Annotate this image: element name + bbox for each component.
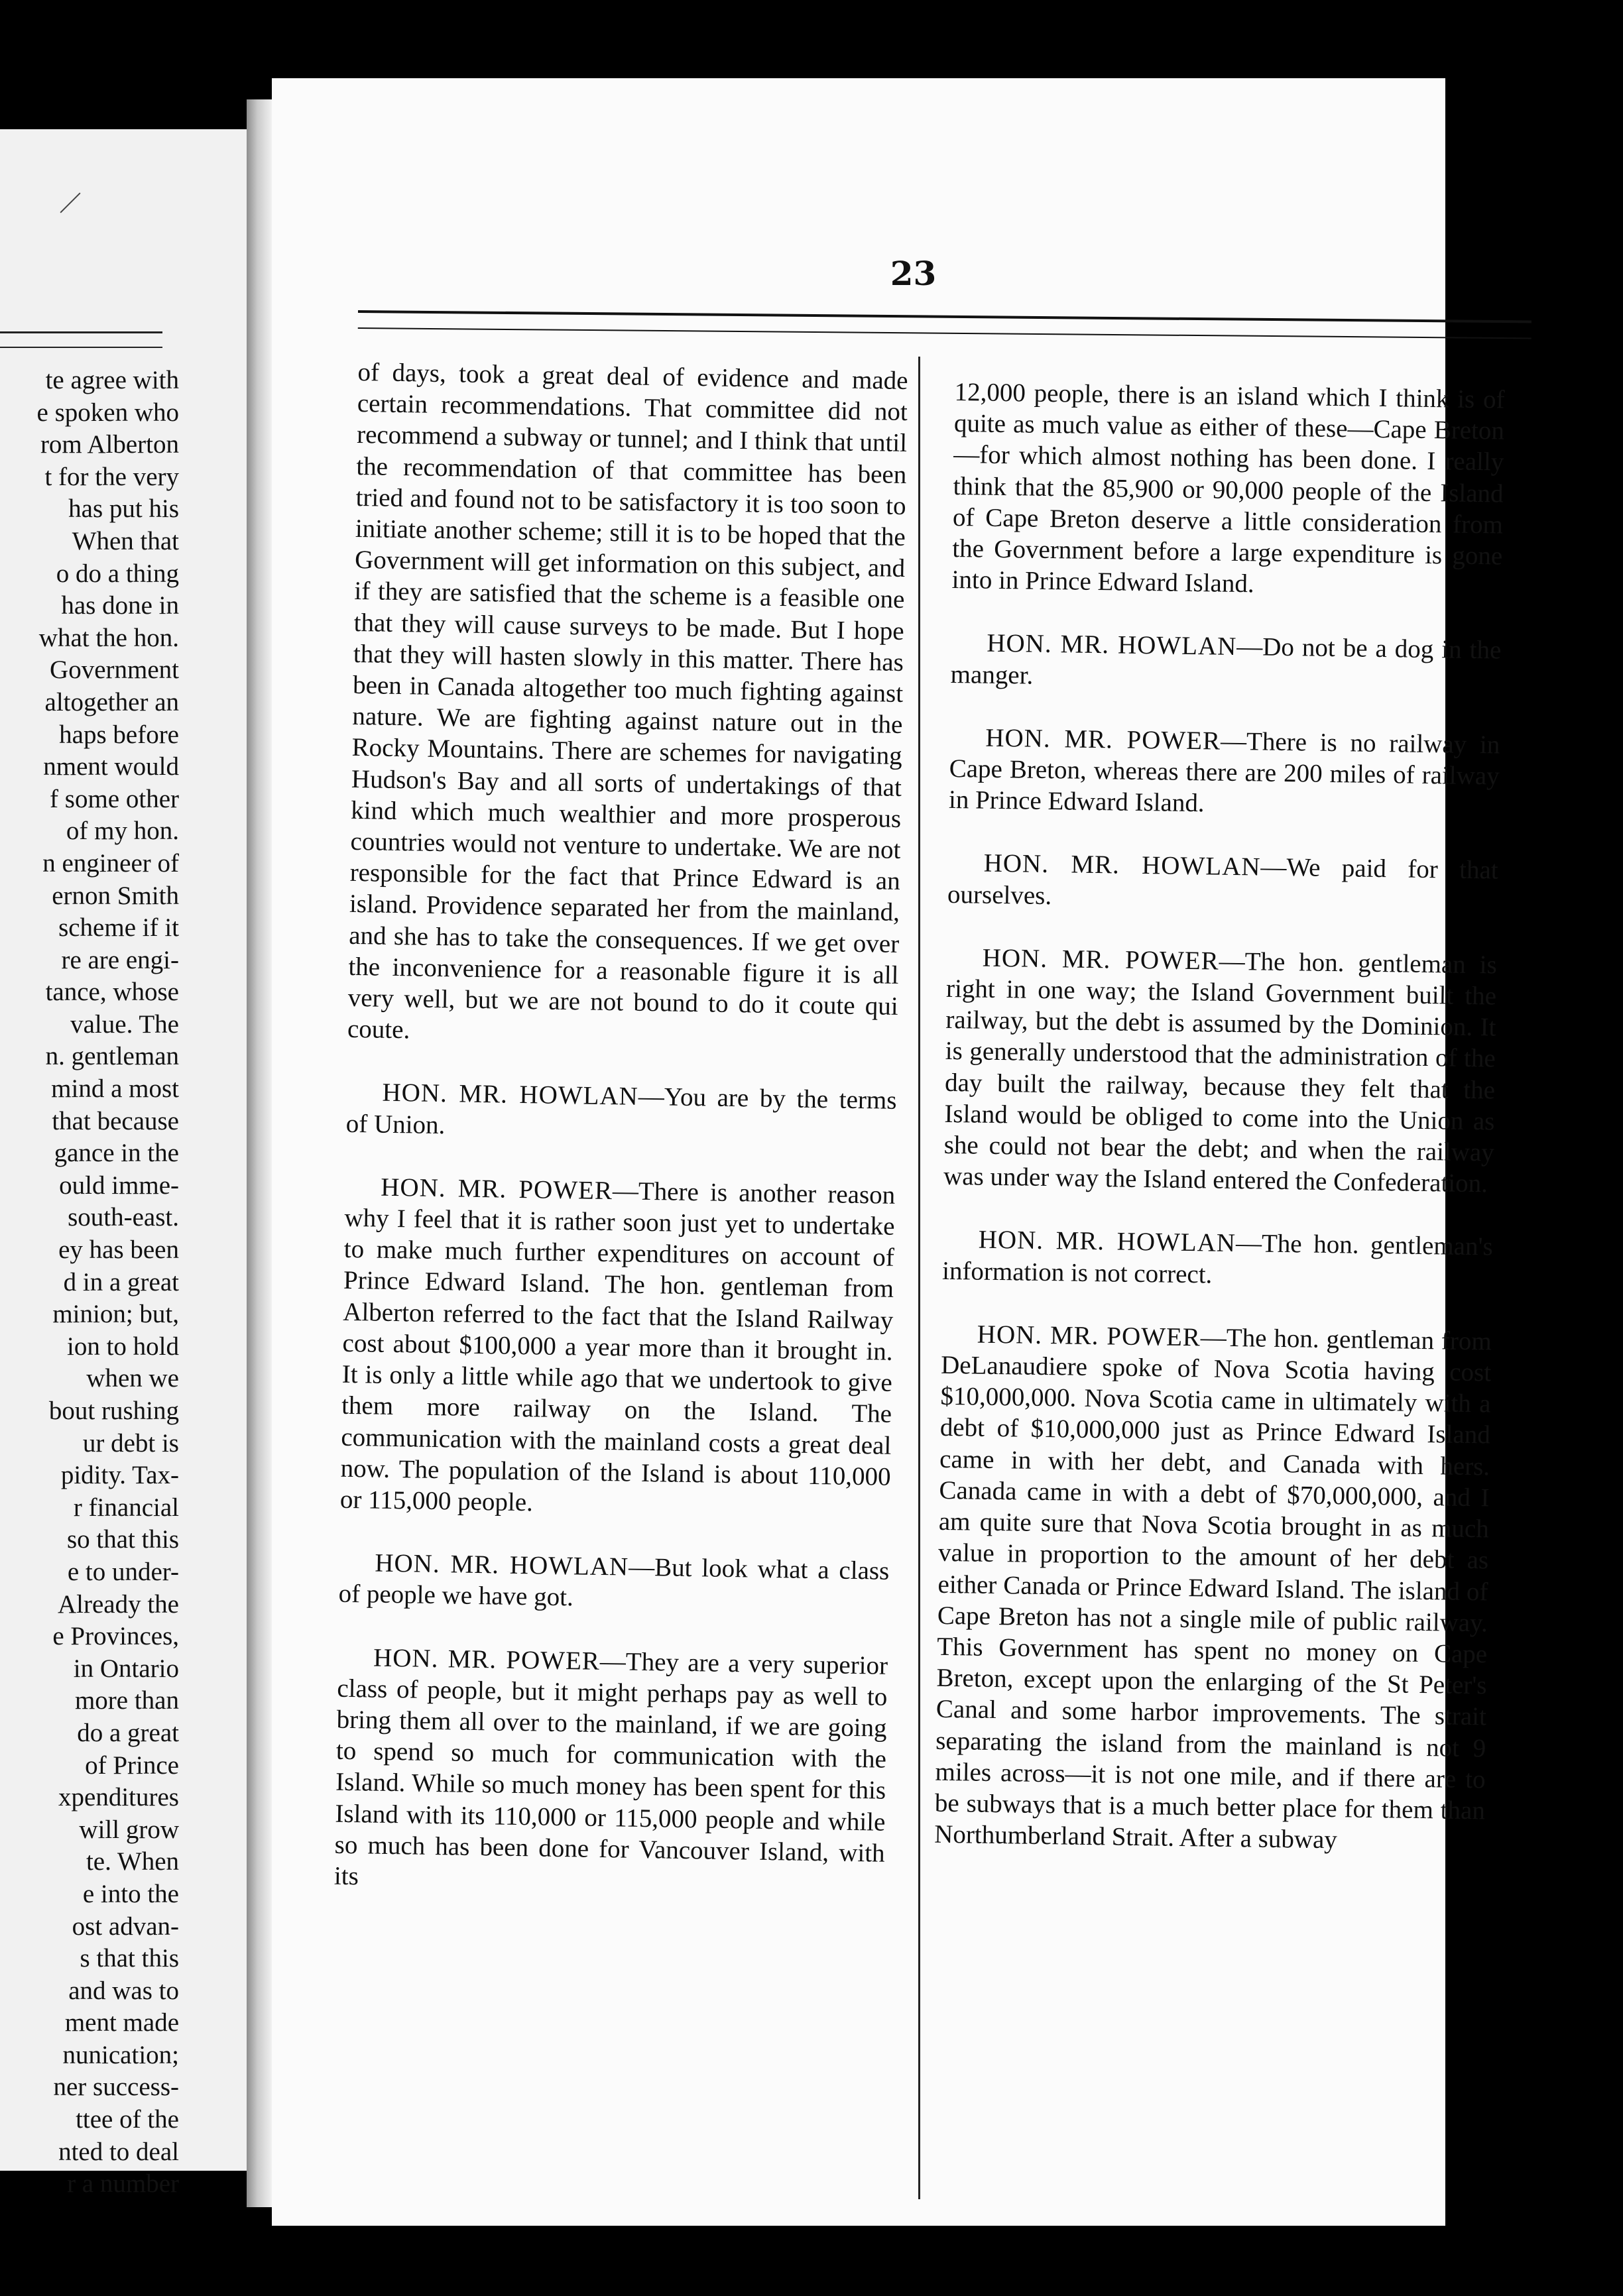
paragraph-text: 12,000 people, there is an island which I think is of quite as much value as either of these—Cape Breton—for which almost nothing has been done. I really think that the 85,900 or 90,000 people of the Island of Cape Breton deserve a little consideration from the Government before a large expenditure is gone into in Prince Edward Island. <box>951 377 1505 599</box>
left-page-line: value. The <box>70 1009 179 1039</box>
paragraph-text: of days, took a great deal of evidence and made certain recommendations. That committee did not recommend a subway or tunnel; and I think that until the recommendation of that committee has been tried and found not to be satisfactory it is too soon to initiate another scheme; still it is to be hoped that the Government will get information on this subject, and if they are satisfied that the scheme is a feasible one that they will cause surveys to be made. But I hope that they will hasten slowly in this matter. There has been in Canada altogether too much fighting against nature. We are fighting against nature out in the Rocky Mountains. There are schemes for navigating Hudson's Bay and all sorts of undertakings of that kind which much wealthier and more prosperous countries would not venture to undertake. We are not responsible for the fact that Prince Edward is an island. Providence separated her from the mainland, and she has to take the consequences. If we get over the inconvenience for a reasonable figure it is all very well, but we are not bound to do it coute qui coute. <box>347 357 908 1045</box>
left-page-line: that because <box>52 1106 179 1135</box>
pencil-mark <box>60 192 80 213</box>
left-page-line: when we <box>86 1364 179 1393</box>
left-page-line: what the hon. <box>38 623 179 652</box>
left-page-line: ur debt is <box>82 1428 179 1458</box>
left-page-line: r a number <box>67 2169 179 2199</box>
speaker-name: HON. MR. POWER <box>373 1643 601 1676</box>
left-page-line: of my hon. <box>66 817 179 846</box>
speaker-name: HON. MR. POWER <box>982 943 1220 976</box>
paragraph-text: —The hon. gentleman's information is not correct. <box>941 1229 1494 1289</box>
book-gutter <box>247 99 273 2207</box>
paragraph <box>934 1318 1492 1858</box>
left-header-rule <box>0 331 162 348</box>
paragraph-text: —They are a very superior class of people, but it might perhaps pay as well to bring them all over to the mainland, if we are going to spend so much for communication with the Island. While so much money has been spent for this Island with its 110,000 or 115,000 people and while so much has been done for Vancouver Island, with its <box>333 1646 888 1891</box>
left-page-line: n engineer of <box>42 848 179 878</box>
left-page-line: south-east. <box>68 1203 179 1232</box>
left-page-line: do a great <box>77 1718 179 1747</box>
right-page <box>272 78 1505 2226</box>
left-page-line: ner success- <box>53 2073 179 2102</box>
paragraph <box>347 357 908 1053</box>
left-page-line: nted to deal <box>58 2137 179 2166</box>
speaker-name: HON. MR. HOWLAN <box>987 629 1237 661</box>
paragraph <box>345 1076 896 1147</box>
speaker-name: HON. MR. HOWLAN <box>983 849 1261 882</box>
paragraph <box>943 942 1497 1200</box>
left-page-line: scheme if it <box>58 913 179 943</box>
left-page-line: pidity. Tax- <box>60 1461 179 1490</box>
left-page-text <box>37 365 179 2201</box>
speaker-name: HON. MR. HOWLAN <box>382 1078 639 1112</box>
paragraph-text: —But look what a class of people we have got. <box>338 1552 890 1612</box>
paragraph-text: —There is another reason why I feel that it is rather soon just yet to undertake to make much further expenditures on account of Prince Edward Island. The hon. gentleman from Alberton referred to the fact that the Island Railway cost about $100,000 a year more than it brought in. It is only a little while ago that we undertook to give them more railway on the Island. The communication with the mainland costs a great deal now. The population of the Island is about 110,000 or 115,000 people. <box>339 1177 896 1517</box>
paragraph <box>942 1224 1493 1294</box>
left-page-line: altogether an <box>44 687 179 717</box>
paragraph <box>950 627 1501 697</box>
left-page-line: te. When <box>86 1847 179 1876</box>
left-page-line: t for the very <box>44 462 179 491</box>
paragraph-text: —We paid for that ourselves. <box>947 852 1498 910</box>
header-rule <box>358 310 1532 339</box>
left-page-line: n. gentleman <box>45 1042 179 1071</box>
left-page-line: te agree with <box>45 366 179 394</box>
left-page-line: d in a great <box>63 1267 179 1296</box>
speaker-name: HON. MR. HOWLAN <box>375 1548 629 1581</box>
speaker-name: HON. MR. POWER <box>977 1320 1201 1352</box>
left-page-line: rom Alberton <box>40 430 179 459</box>
left-page-line: e into the <box>82 1879 179 1908</box>
left-page-line: of Prince <box>85 1751 179 1780</box>
left-page-line: re are engi- <box>61 945 179 974</box>
left-page-line: tance, whose <box>45 978 179 1007</box>
left-page-line: bout rushing <box>48 1397 179 1425</box>
left-page-line: has done in <box>61 591 179 620</box>
paragraph-text: —Do not be a dog in the manger. <box>950 632 1502 690</box>
paragraph <box>949 722 1500 823</box>
left-page-line: ment made <box>64 2008 179 2038</box>
left-page-line: e spoken who <box>36 398 179 427</box>
left-page-line: more than <box>74 1686 179 1715</box>
left-page-line: nunication; <box>62 2040 179 2069</box>
left-page-line: will grow <box>79 1815 179 1844</box>
left-page-line: minion; but, <box>52 1300 179 1329</box>
paragraph <box>951 376 1505 603</box>
paragraph <box>340 1171 896 1524</box>
left-page-line: mind a most <box>51 1074 179 1104</box>
left-page-line: s that this <box>80 1944 179 1973</box>
paragraph-text: —The hon. gentleman from DeLanaudiere spoke of Nova Scotia having cost $10,000,000. Nova Scotia came in ultimately with a debt of $10,000,000 just as Prince Edward Island came in with her debt, and Canada with hers. Canada came in with a debt of $70,000,000, and I am quite sure that Nova Scotia brought in as much value in proportion to the amount of her debt as either Canada or Prince Edward Island. The island of Cape Breton has not a single mile of public railway. This Government has spent no money on Cape Breton, except upon the enlarging of the St Peter's Canal and some harbor improvements. The strait separating the island from the mainland is not 9 miles across—it is not one mile, and if there are to be subways that is a much better place for them than Northumberland Strait. After a subway <box>933 1323 1492 1855</box>
left-page-line: haps before <box>59 720 179 749</box>
paragraph-text: —There is no railway in Cape Breton, whereas there are 200 miles of railway in Prince Edward Island. <box>948 726 1500 818</box>
paragraph-text: —You are by the terms of Union. <box>345 1082 897 1139</box>
left-page-line: r financial <box>73 1493 179 1522</box>
left-page-line: ould imme- <box>59 1171 179 1200</box>
column-divider <box>918 357 920 2199</box>
left-page-line: has put his <box>68 494 179 524</box>
left-page-line: ion to hold <box>66 1332 179 1361</box>
left-column <box>333 357 908 1932</box>
left-page-fragment <box>0 129 247 2199</box>
left-page-line: e to under- <box>67 1557 179 1586</box>
paragraph <box>334 1641 888 1900</box>
page-number: 23 <box>890 254 937 293</box>
speaker-name: HON. MR. HOWLAN <box>978 1226 1236 1258</box>
left-page-line: f some other <box>50 784 179 813</box>
left-page-line: When that <box>72 526 179 555</box>
left-page-line: Government <box>50 656 179 685</box>
left-page-line: so that this <box>66 1525 179 1554</box>
paragraph <box>947 847 1498 917</box>
paragraph <box>338 1547 889 1618</box>
left-page-line: o do a thing <box>56 559 179 588</box>
left-page-line: in Ontario <box>73 1654 179 1683</box>
left-page-line: ttee of the <box>76 2105 179 2134</box>
left-page-line: xpenditures <box>58 1783 179 1812</box>
speaker-name: HON. MR. POWER <box>985 723 1221 756</box>
left-page-line: ernon Smith <box>52 881 179 910</box>
left-page-line: e Provinces, <box>52 1622 179 1651</box>
right-column <box>933 376 1505 1890</box>
left-page-line: gance in the <box>54 1139 179 1168</box>
left-page-line: nment would <box>43 752 179 781</box>
paragraph-text: —The hon. gentleman is right in one way; the Island Government built the railway, but the debt is assumed by the Dominion. It is generally understood that the administration of the day built the railway, because they felt that the Island would be obliged to come into the Union as she could not bear the debt; and when the railway was under way the Island entered the Confederation. <box>943 947 1497 1198</box>
left-page-line: Already the <box>57 1589 179 1619</box>
left-page-line: ost advan- <box>72 1912 179 1941</box>
left-page-line: ey has been <box>58 1235 179 1265</box>
left-page-line: and was to <box>68 1976 179 2005</box>
speaker-name: HON. MR. POWER <box>380 1173 613 1206</box>
